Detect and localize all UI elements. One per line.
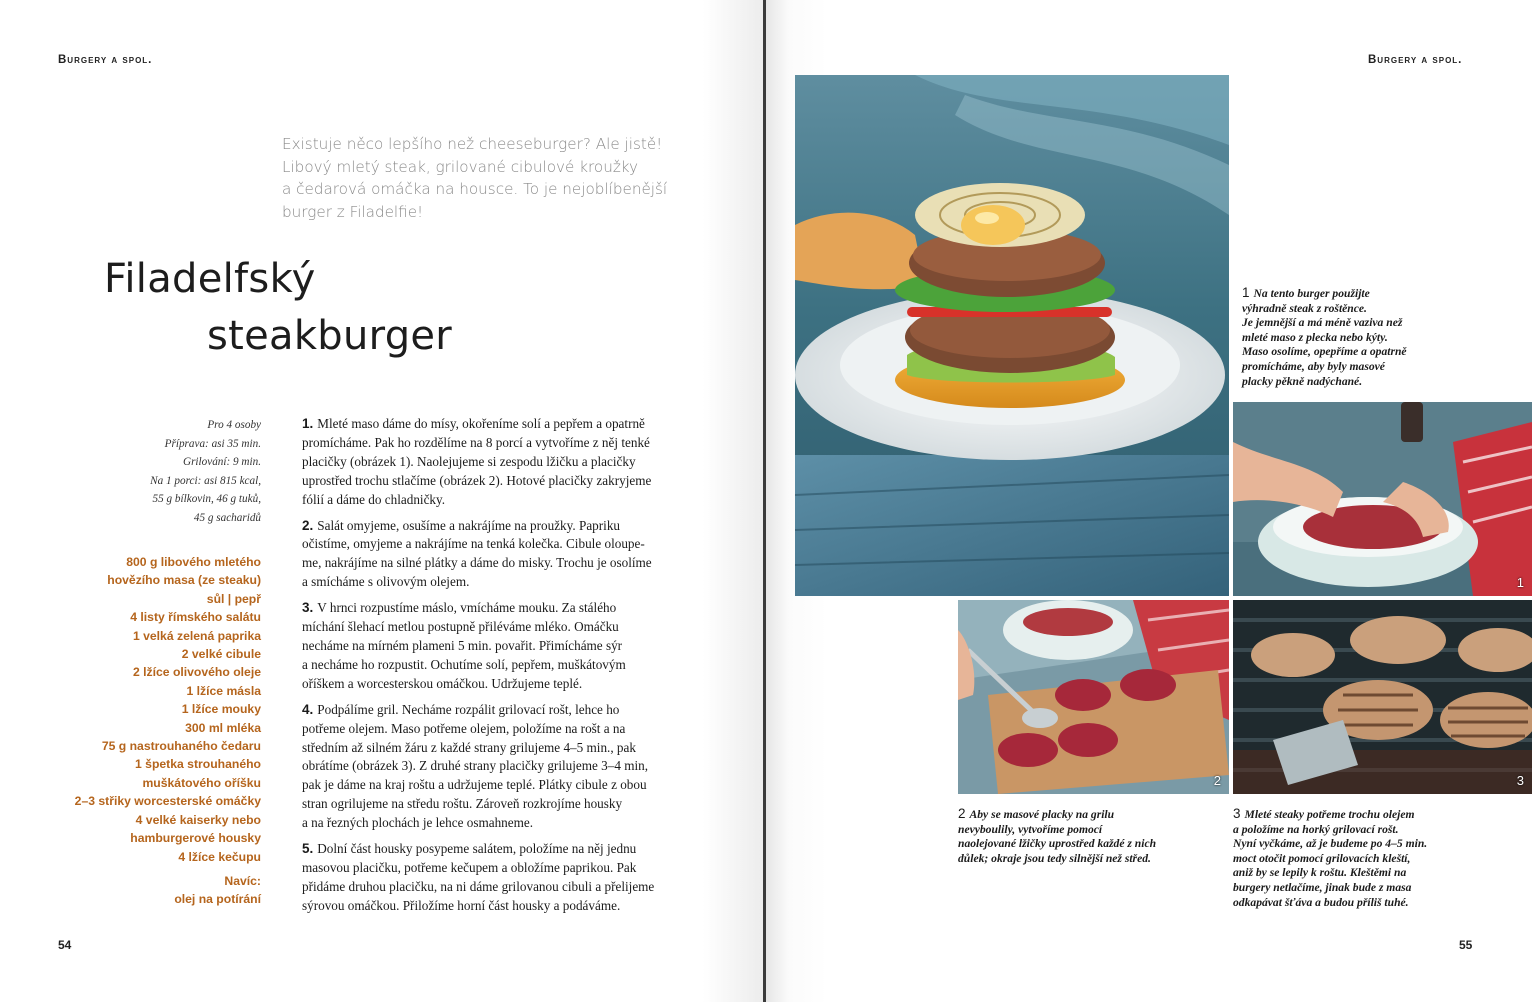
caption-line: Je jemnější a má méně vaziva než	[1242, 316, 1403, 330]
ingredient-item: 2 velké cibule	[181, 647, 261, 662]
step-line: potřeme olejem. Maso potřeme olejem, položíme na rošt a na	[302, 720, 626, 736]
step-line: očistíme, omyjeme a nakrájíme na tenká kolečka. Cibule oloupe-	[302, 536, 645, 552]
caption-line: Maso osolíme, opepříme a opatrně	[1242, 345, 1407, 359]
caption-3	[1233, 807, 1427, 910]
ingredient-item: hovězího masa (ze steaku)	[107, 573, 261, 588]
intro-line: Libový mletý steak, grilované cibulové kroužky	[282, 157, 639, 176]
caption-line: výhradně steak z roštěnce.	[1242, 301, 1367, 315]
caption-line: Na tento burger použijte	[1253, 287, 1370, 300]
ingredient-item: 1 lžíce másla	[186, 683, 261, 698]
photo-number: 3	[1516, 773, 1524, 788]
step-line: Mleté maso dáme do mísy, okořeníme solí a pepřem a opatrně	[317, 416, 645, 431]
step-line: středním až silném žáru z každé strany grilujeme 4–5 min., pak	[302, 739, 636, 755]
recipe-meta	[100, 416, 261, 527]
step-line: a smícháme s olivovým olejem.	[302, 574, 470, 590]
method-steps	[302, 415, 700, 923]
ingredients-list	[60, 553, 261, 909]
step-line: přidáme druhou placičku, na ni dáme grilovanou cibuli a přelijeme	[302, 878, 655, 894]
step-line: masovou placičku, potřeme kečupem a obložíme paprikou. Pak	[302, 859, 637, 875]
step-number: 1.	[302, 416, 314, 431]
intro-line: burger z Filadelfie!	[282, 202, 424, 221]
ingredient-item: sůl | pepř	[206, 591, 261, 606]
step-2	[302, 517, 700, 593]
step-number: 2.	[302, 517, 314, 533]
caption-2	[958, 807, 1156, 866]
meta-line: Pro 4 osoby	[207, 419, 261, 431]
meta-line: Grilování: 9 min.	[183, 456, 261, 468]
caption-line: burgery netlačíme, jinak bude z masa	[1233, 880, 1412, 894]
photo-number: 2	[1213, 773, 1221, 788]
caption-line: a položíme na horký grilovací rošt.	[1233, 822, 1399, 836]
step-4	[302, 701, 700, 833]
step-photo-3	[1233, 600, 1532, 794]
page-number-right: 55	[1459, 938, 1473, 952]
ingredient-item: muškátového oříšku	[142, 775, 261, 790]
meta-line: 45 g sacharidů	[193, 511, 261, 524]
running-head-right: Burgery a spol.	[1368, 54, 1463, 66]
intro-line: a čedarová omáčka na housce. To je nejoblíbenější	[282, 180, 668, 198]
meta-line: Příprava: asi 35 min.	[164, 437, 261, 450]
grill-illustration	[1233, 600, 1532, 794]
intro-text	[282, 133, 702, 223]
caption-line: Aby se masové placky na grilu	[969, 808, 1115, 821]
ingredient-item: 4 lžíce kečupu	[178, 849, 261, 864]
step-line: Dolní část housky posypeme salátem, položíme na něj jednu	[317, 841, 637, 857]
caption-line: nevyboulily, vytvoříme pomocí	[958, 822, 1103, 836]
step-line: V hrnci rozpustíme máslo, vmícháme mouku. Za stálého	[317, 600, 617, 616]
step-line: a necháme ho rozpustit. Ochutíme solí, pepřem, muškátovým	[302, 656, 626, 672]
step-line: oříškem a worcesterskou omáčkou. Udržujeme teplé.	[302, 675, 583, 691]
book-spine	[763, 0, 766, 1002]
step-photo-2	[958, 600, 1229, 794]
ingredient-item: hamburgerové housky	[130, 831, 261, 846]
step-line: sýrovou omáčkou. Přiložíme horní část housky a podáváme.	[302, 897, 621, 913]
ingredient-item: 1 lžíce mouky	[181, 702, 261, 717]
step-number: 3.	[302, 600, 314, 616]
ingredient-item: 4 velké kaiserky nebo	[135, 812, 261, 827]
caption-line: odkapávat šťáva a budou příliš tuhé.	[1233, 895, 1409, 909]
caption-line: důlek; okraje jsou tedy silnější než střed.	[958, 851, 1151, 865]
ingredient-item: 300 ml mléka	[185, 720, 261, 735]
ingredient-item: 4 listy římského salátu	[130, 610, 261, 625]
hero-burger-illustration	[795, 75, 1229, 596]
step-line: placičky (obrázek 1). Naolejujeme si zespodu lžičku a placičky	[302, 453, 636, 469]
caption-line: moct otočit pomocí grilovacích kleští,	[1233, 851, 1411, 865]
step-number: 4.	[302, 701, 314, 717]
caption-number: 2	[958, 806, 966, 821]
ingredient-item: 800 g libového mletého	[126, 555, 261, 569]
caption-1	[1242, 286, 1407, 389]
step-5	[302, 840, 700, 916]
extra-title: Navíc:	[224, 873, 261, 888]
mixing-meat-illustration	[1233, 402, 1532, 596]
step-photo-1	[1233, 402, 1532, 596]
step-line: uprostřed trochu stlačíme (obrázek 2). Hotové placičky zakryjeme	[302, 472, 652, 488]
caption-number: 3	[1233, 806, 1241, 821]
step-3	[302, 599, 700, 694]
step-1	[302, 415, 700, 510]
caption-line: placky pěkně nadýchané.	[1242, 374, 1363, 388]
caption-line: mleté maso z plecka nebo kýty.	[1242, 330, 1388, 344]
step-line: obrátíme (obrázek 3). Z druhé strany placičky grilujeme 3–4 min,	[302, 758, 649, 774]
patties-spoon-illustration	[958, 600, 1229, 794]
step-line: me, nakrájíme na silné plátky a dáme do misky. Trochu je osolíme	[302, 555, 652, 571]
caption-number: 1	[1242, 285, 1250, 300]
ingredient-item: 1 velká zelená paprika	[132, 628, 261, 643]
extra-item: olej na potírání	[174, 892, 261, 907]
step-line: necháme na mírném plameni 5 min. povařit. Přimícháme sýr	[302, 637, 623, 653]
caption-line: Mleté steaky potřeme trochu olejem	[1244, 808, 1415, 821]
page-number-left: 54	[58, 938, 72, 952]
step-line: Podpálíme gril. Necháme rozpálit grilovací rošt, lehce ho	[317, 701, 620, 717]
meta-line: Na 1 porci: asi 815 kcal,	[150, 474, 261, 487]
step-number: 5.	[302, 841, 314, 857]
recipe-title-line1: Filadelfský	[104, 256, 316, 302]
recipe-title-line2: steakburger	[207, 313, 453, 359]
step-line: promícháme. Pak ho rozdělíme na 8 porcí a vytvoříme z něj tenké	[302, 434, 650, 450]
ingredient-item: 1 špetka strouhaného	[135, 757, 261, 772]
running-head-left: Burgery a spol.	[58, 54, 153, 66]
step-line: Salát omyjeme, osušíme a nakrájíme na proužky. Papriku	[317, 517, 621, 533]
caption-line: Nyní vyčkáme, až je budeme po 4–5 min.	[1233, 837, 1428, 851]
ingredient-item: 75 g nastrouhaného čedaru	[101, 739, 261, 754]
ingredient-item: 2 lžíce olivového oleje	[132, 665, 261, 680]
step-line: míchání šlehací metlou postupně přiléváme mléko. Omáčku	[302, 619, 619, 635]
ingredient-item: 2–3 střiky worcesterské omáčky	[74, 794, 261, 809]
step-line: pak je dáme na kraj roštu a udržujeme teplé. Plátky cibule z obou	[302, 777, 647, 793]
step-line: stran ogrilujeme na středu roštu. Zároveň rozkrojíme housky	[302, 796, 623, 812]
meta-line: 55 g bílkovin, 46 g tuků,	[152, 493, 261, 505]
caption-line: naolejované lžičky uprostřed každé z nich	[958, 837, 1157, 851]
step-line: fólií a dáme do chladničky.	[302, 491, 446, 507]
step-line: a na řezných plochách je lehce osmahneme.	[302, 815, 534, 831]
hero-burger-photo	[795, 75, 1229, 596]
caption-line: aniž by se lepily k roštu. Kleštěmi na	[1233, 866, 1407, 880]
caption-line: promícháme, aby byly masové	[1242, 359, 1385, 373]
photo-number: 1	[1516, 575, 1524, 590]
intro-line: Existuje něco lepšího než cheeseburger? Ale jistě!	[282, 135, 663, 153]
